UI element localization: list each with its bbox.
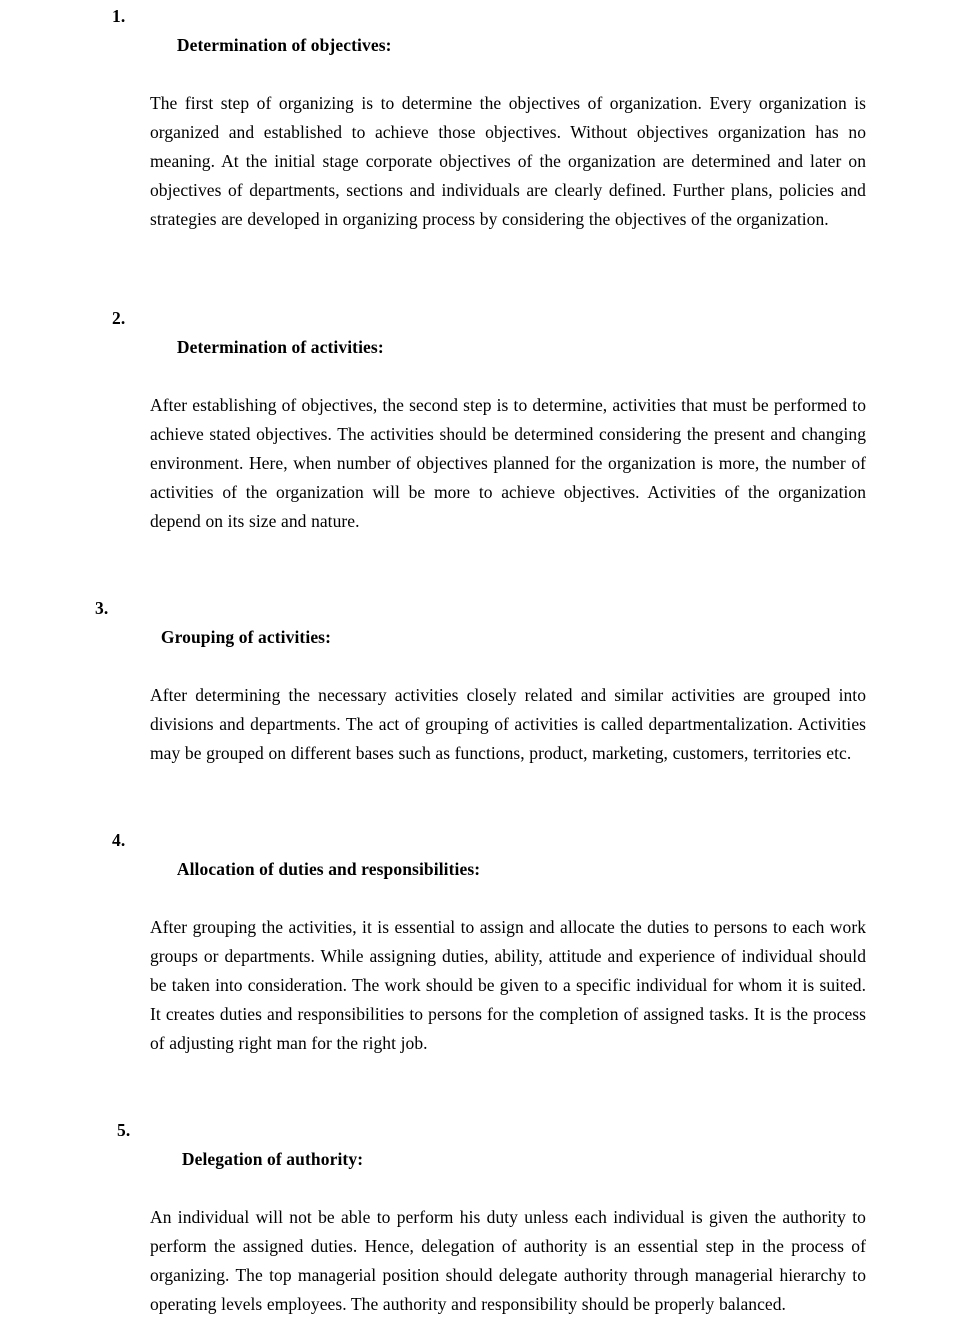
section-heading-3 <box>95 594 866 681</box>
section-item-2 <box>0 304 980 536</box>
section-heading-4 <box>112 826 866 913</box>
section-body-2: After establishing of objectives, the second step is to determine, activities that must be performed to achieve stated objectives. The activities should be determined considering the present and changing environment. Here, when number of objectives planned for the organization is more, the number of activities of the organization will be more to achieve objectives. Activities of the organization depend on its size and nature. <box>150 395 866 531</box>
section-spacer-2-3 <box>0 536 980 594</box>
section-spacer-3-4 <box>0 768 980 826</box>
section-number-3: 3. <box>95 598 109 618</box>
section-number-4: 4. <box>112 830 126 850</box>
section-heading-5 <box>117 1116 866 1203</box>
section-item-4 <box>0 826 980 1058</box>
section-heading-text-5: Delegation of authority: <box>181 1149 364 1169</box>
section-body-1: The first step of organizing is to determine the objectives of organization. Every organization is organized and established to achieve those objectives. Without objectives organization has no meaning. At the initial stage corporate objectives of the organization are determined and later on objectives of departments, sections and individuals are clearly defined. Further plans, policies and strategies are developed in organizing process by considering the objectives of the organization. <box>150 93 866 229</box>
section-heading-text-3: Grouping of activities: <box>160 627 332 647</box>
section-heading-text-4: Allocation of duties and responsibilities: <box>176 859 481 879</box>
section-item-5 <box>0 1116 980 1319</box>
section-spacer-1-2 <box>0 234 980 304</box>
section-spacer-4-5 <box>0 1058 980 1116</box>
section-body-4: After grouping the activities, it is essential to assign and allocate the duties to persons to each work groups or departments. While assigning duties, ability, attitude and experience of individual should be taken into consideration. The work should be given to a specific individual for whom it is suited. It creates duties and responsibilities to persons for the completion of assigned tasks. It is the process of adjusting right man for the right job. <box>150 917 866 1053</box>
section-body-3: After determining the necessary activities closely related and similar activities are grouped into divisions and departments. The act of grouping of activities is called departmentalization. Activities may be grouped on different bases such as functions, product, marketing, customers, territories etc. <box>150 685 866 763</box>
section-heading-1 <box>112 2 866 89</box>
section-number-1: 1. <box>112 6 126 26</box>
section-heading-text-1: Determination of objectives: <box>176 35 392 55</box>
section-heading-text-2: Determination of activities: <box>176 337 384 357</box>
section-body-5: An individual will not be able to perform his duty unless each individual is given the authority to perform the assigned duties. Hence, delegation of authority is an essential step in the process of organizing. The top managerial position should delegate authority through managerial hierarchy to operating levels employees. The authority and responsibility should be properly balanced. <box>150 1207 866 1314</box>
section-item-1 <box>0 2 980 234</box>
section-number-5: 5. <box>117 1120 131 1140</box>
section-number-2: 2. <box>112 308 126 328</box>
section-item-3 <box>0 594 980 768</box>
section-heading-2 <box>112 304 866 391</box>
